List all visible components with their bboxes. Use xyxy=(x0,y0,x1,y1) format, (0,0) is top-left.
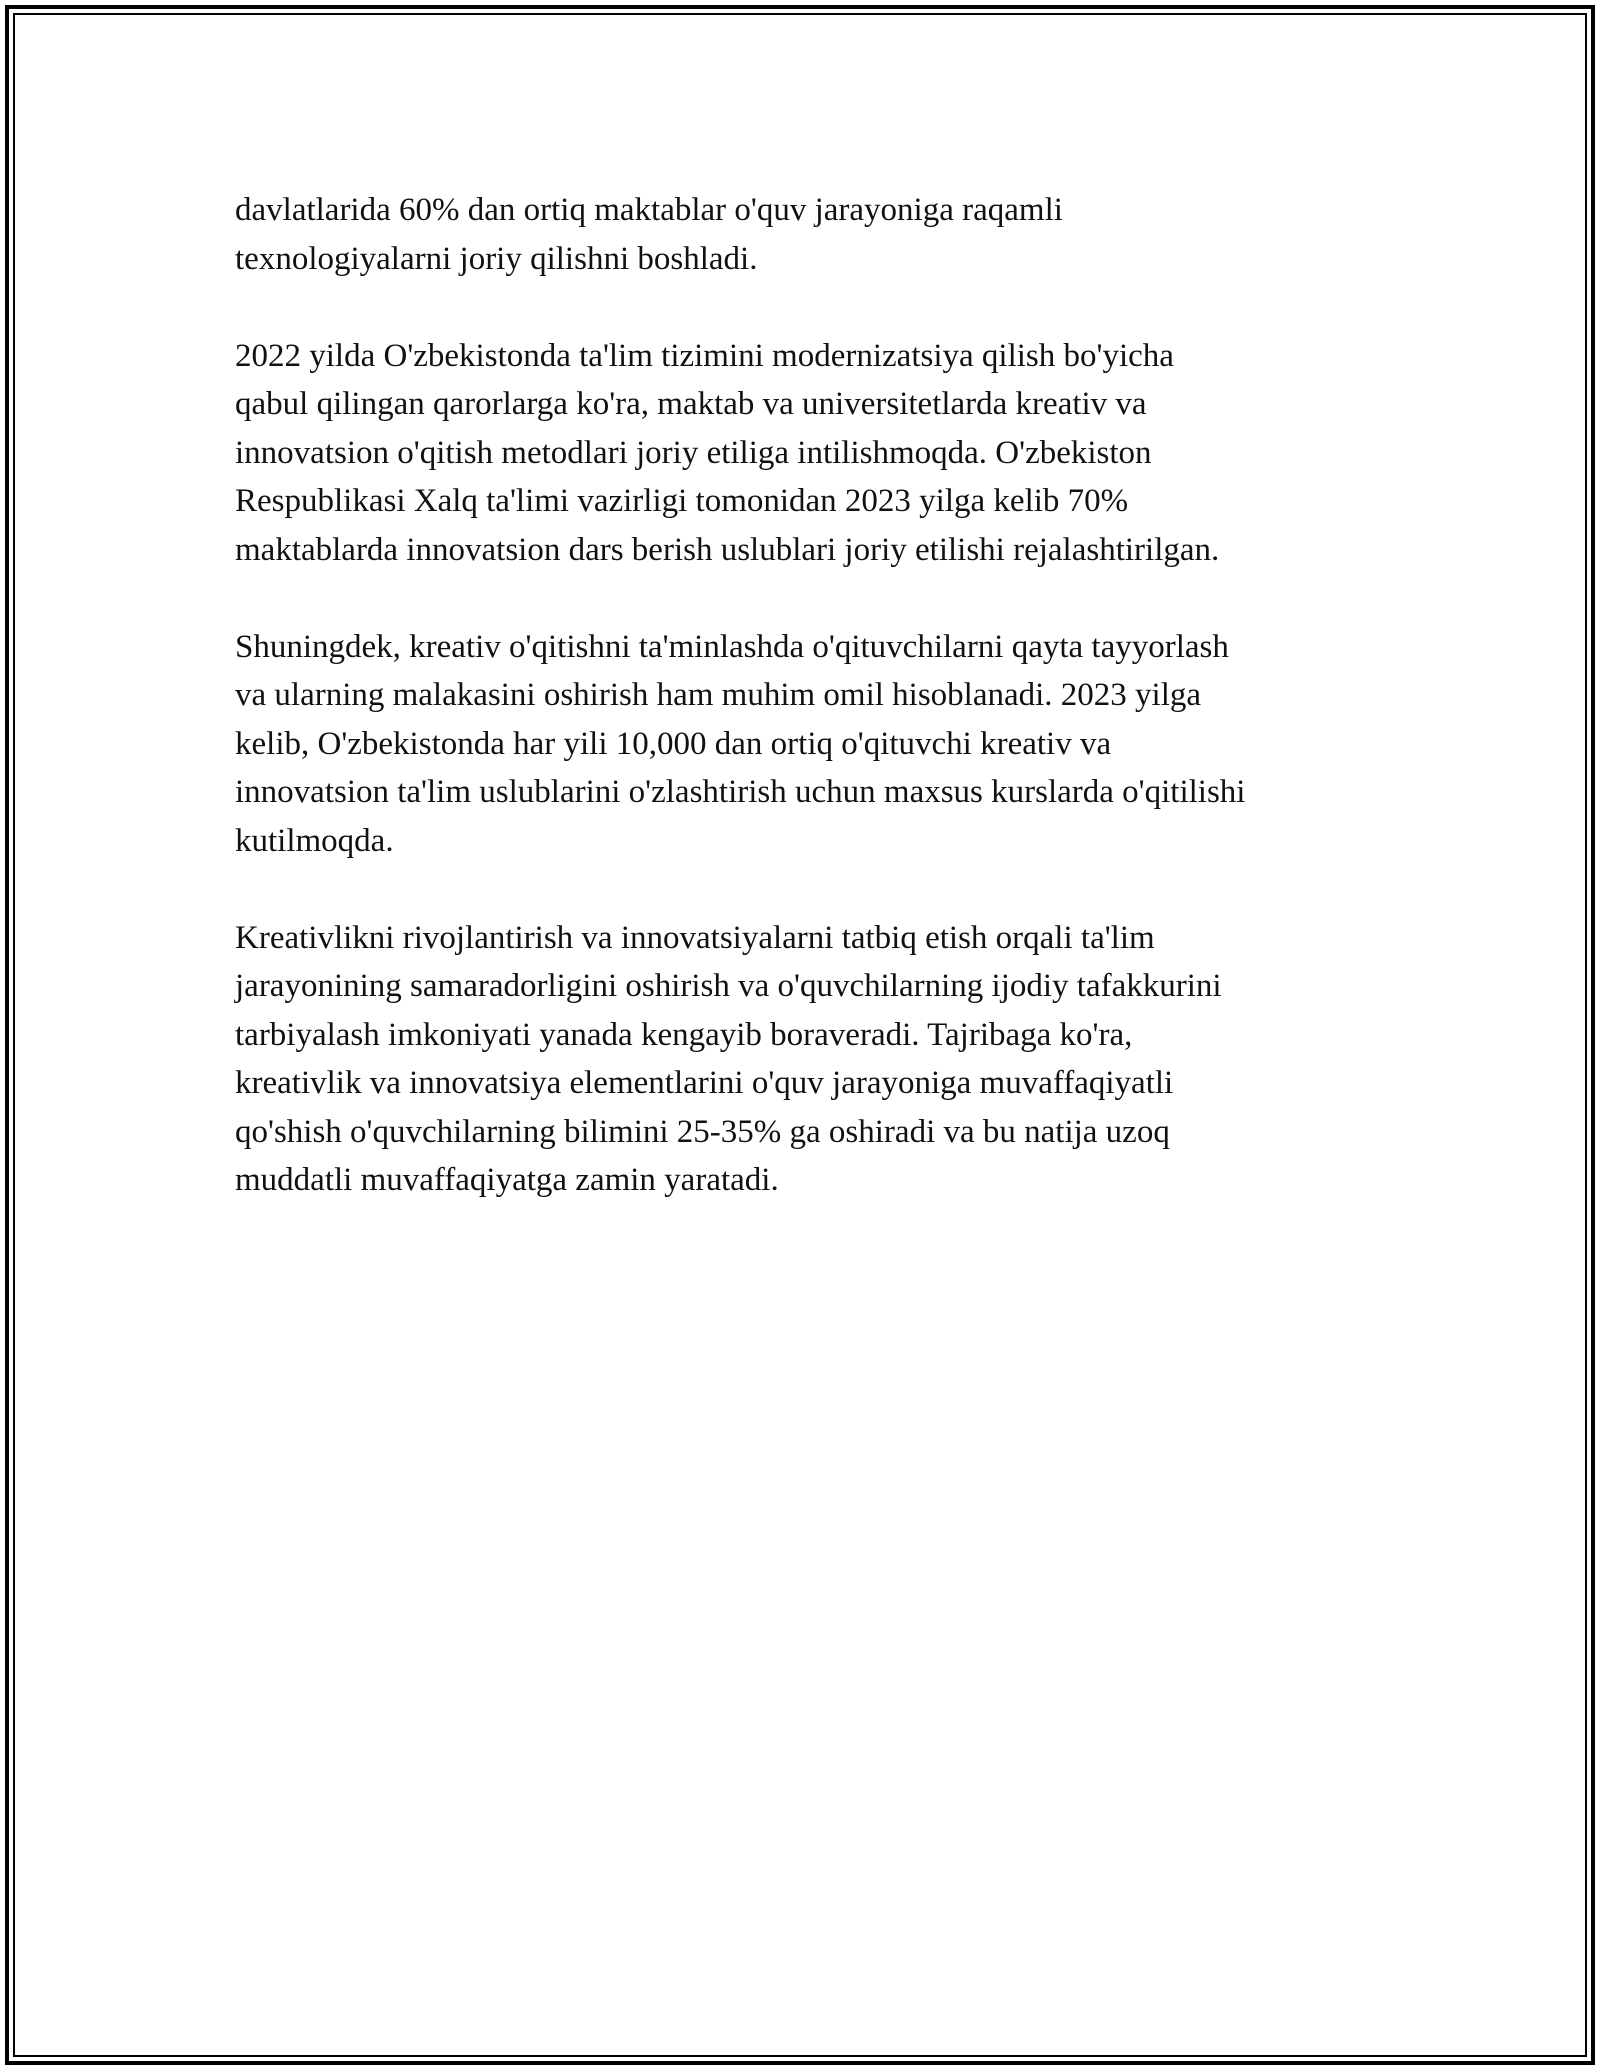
paragraph-1: davlatlarida 60% dan ortiq maktablar o'quv jarayoniga raqamli texnologiyalarni joriy qilishni boshladi. xyxy=(235,192,1063,277)
document-body xyxy=(235,186,1395,1253)
paragraph-2: 2022 yilda O'zbekistonda ta'lim tizimini modernizatsiya qilish bo'yicha qabul qilingan qarorlarga ko'ra, maktab va universitetlarda kreativ va innovatsion o'qitish metodlari joriy etiliga intilishmoqda. O'zbekiston Respublikasi Xalq ta'limi vazirligi tomonidan 2023 yilga kelib 70% maktablarda innovatsion dars berish uslublari joriy etilishi rejalashtirilgan. xyxy=(235,337,1220,568)
paragraph-3: Shuningdek, kreativ o'qitishni ta'minlashda o'qituvchilarni qayta tayyorlash va ularning malakasini oshirish ham muhim omil hisoblanadi. 2023 yilga kelib, O'zbekistonda har yili 10,000 dan ortiq o'qituvchi kreativ va innovatsion ta'lim uslublarini o'zlashtirish uchun maxsus kurslarda o'qitilishi kutilmoqda. xyxy=(235,628,1246,859)
paragraph-4: Kreativlikni rivojlantirish va innovatsiyalarni tatbiq etish orqali ta'lim jarayonining samaradorligini oshirish va o'quvchilarning ijodiy tafakkurini tarbiyalash imkoniyati yanada kengayib boraveradi. Tajribaga ko'ra, kreativlik va innovatsiya elementlarini o'quv jarayoniga muvaffaqiyatli qo'shish o'quvchilarning bilimini 25-35% ga oshiradi va bu natija uzoq muddatli muvaffaqiyatga zamin yaratadi. xyxy=(235,919,1222,1198)
